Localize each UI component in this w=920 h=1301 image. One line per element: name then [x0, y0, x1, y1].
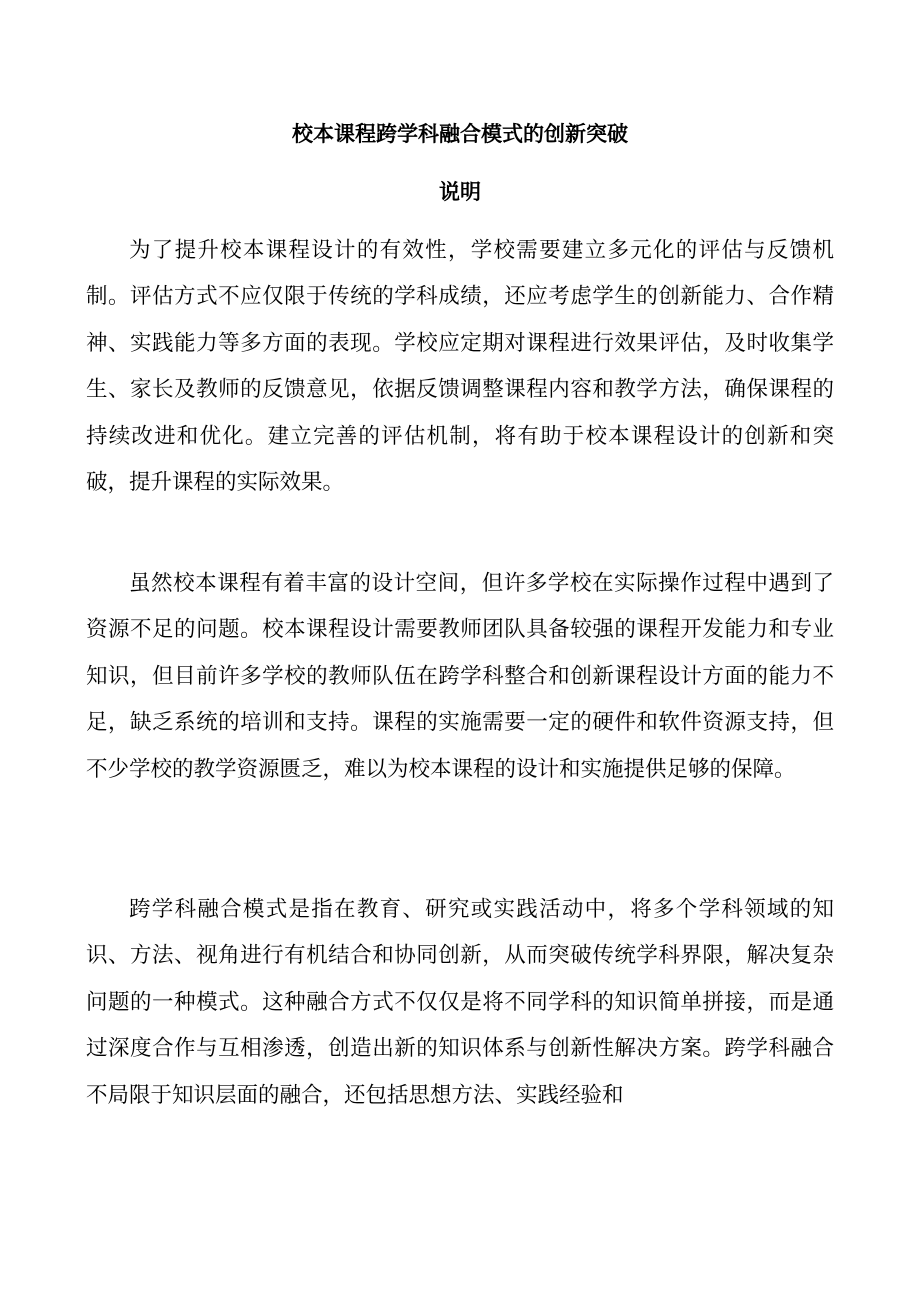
- document-title: 校本课程跨学科融合模式的创新突破: [292, 121, 628, 146]
- paragraph-evaluation: 为了提升校本课程设计的有效性，学校需要建立多元化的评估与反馈机制。评估方式不应仅限于传统的学科成绩，还应考虑学生的创新能力、合作精神、实践能力等多方面的表现。学校应定期对课程进行效果评估，及时收集学生、家长及教师的反馈意见，依据反馈调整课程内容和教学方法，确保课程的持续改进和优化。建立完善的评估机制，将有助于校本课程设计的创新和突破，提升课程的实际效果。: [86, 238, 834, 496]
- document-subtitle: 说明: [439, 179, 481, 204]
- paragraph-resources: 虽然校本课程有着丰富的设计空间，但许多学校在实际操作过程中遇到了资源不足的问题。校本课程设计需要教师团队具备较强的课程开发能力和专业知识，但目前许多学校的教师队伍在跨学科整合和创新课程设计方面的能力不足，缺乏系统的培训和支持。课程的实施需要一定的硬件和软件资源支持，但不少学校的教学资源匮乏，难以为校本课程的设计和实施提供足够的保障。: [86, 571, 834, 782]
- paragraph-interdisciplinary: 跨学科融合模式是指在教育、研究或实践活动中，将多个学科领域的知识、方法、视角进行有机结合和协同创新，从而突破传统学科界限，解决复杂问题的一种模式。这种融合方式不仅仅是将不同学科的知识简单拼接，而是通过深度合作与互相渗透，创造出新的知识体系与创新性解决方案。跨学科融合不局限于知识层面的融合，还包括思想方法、实践经验和: [86, 897, 834, 1108]
